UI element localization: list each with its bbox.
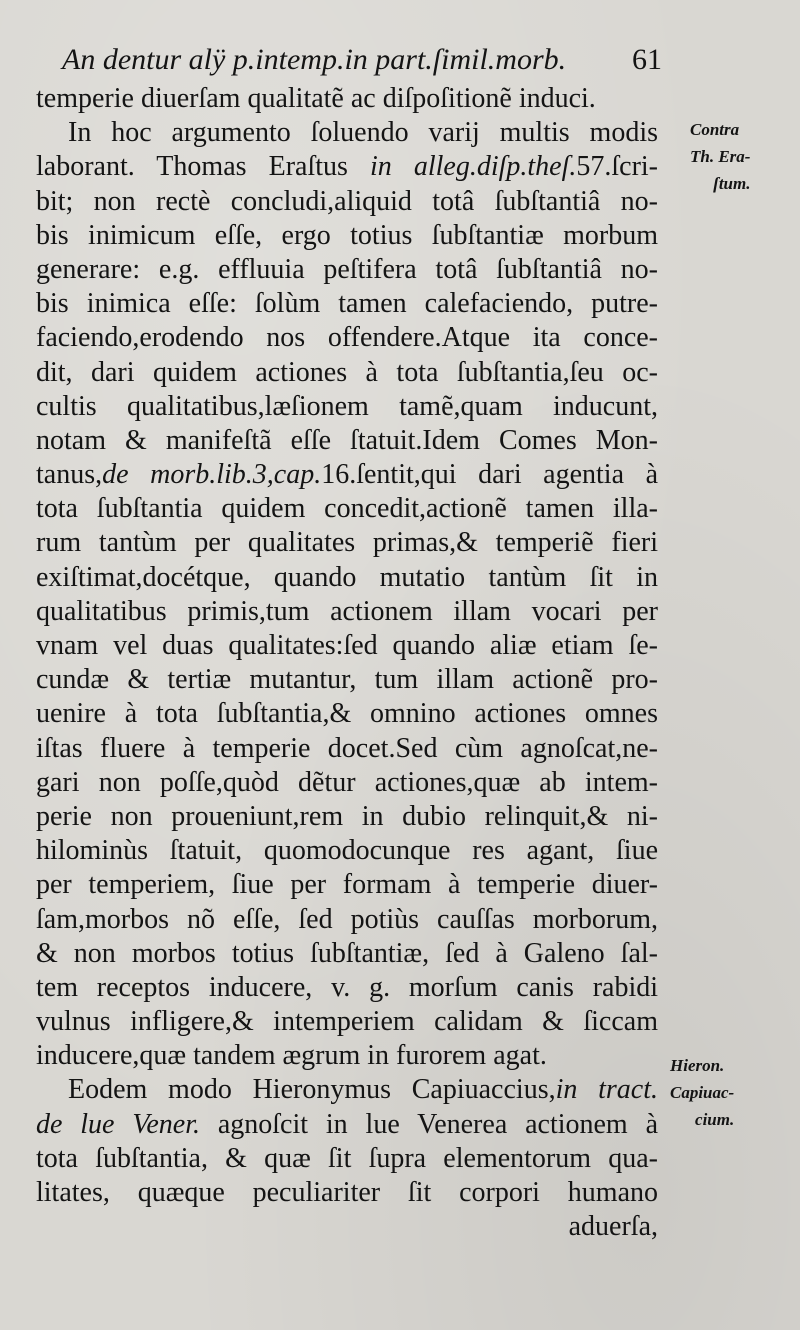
margin-note-line: Capiuac- [670,1083,735,1102]
running-title: An dentur alÿ p.intemp.in part.ſimil.morb. [62,43,567,76]
running-header [62,40,662,80]
text-line [36,1108,658,1142]
text-line [36,458,658,492]
text-line: inducere,quæ tandem ægrum in furorem agat. [36,1040,547,1072]
text-line: tem receptos inducere, v. g. morſum canis rabidi [36,971,658,1003]
margin-note-line: Contra [690,120,740,139]
text-run: Eodem modo Hieronymus Capiuaccius, [68,1074,556,1106]
margin-note-line: Th. Era- [690,147,751,166]
text-run: 16.ſentit,qui dari agentia à [321,459,659,491]
text-line: perie non proueniunt,rem in dubio relinquit,& ni- [36,800,658,832]
text-line [36,1073,658,1107]
text-line: exiſtimat,docétque, quando mutatio tantùm ſit in [36,561,658,593]
text-run: 57.ſcri- [576,151,659,183]
text-line: bit; non rectè concludi,aliquid totâ ſubſtantiâ no- [36,185,658,217]
text-line: litates, quæque peculiariter ſit corpori humano [36,1177,658,1208]
margin-note-line: ſtum. [713,174,751,193]
text-run: agnoſcit in lue Venerea actionem à [200,1108,658,1140]
text-line: iſtas fluere à temperie docet.Sed cùm agnoſcat,ne- [36,732,658,764]
margin-note-capiuaccium [670,1052,734,1133]
text-line: & non morbos totius ſubſtantiæ, ſed à Galeno ſal- [36,937,658,969]
text-line: hilominùs ſtatuit, quomodocunque res agant, ſiue [36,835,658,867]
text-line: notam & manifeſtã eſſe ſtatuit.Idem Comes Mon- [36,424,658,456]
text-line: rum tantùm per qualitates primas,& temperiẽ fieri [36,527,658,559]
text-line [36,150,658,184]
text-line: uenire à tota ſubſtantia,& omnino actiones omnes [36,698,658,730]
text-line: bis inimicum eſſe, ergo totius ſubſtantiæ morbum [36,219,658,251]
text-line: vulnus infligere,& intemperiem calidam & ſiccam [36,1006,658,1038]
margin-note-contra-erastum [690,116,750,197]
text-line: generare: e.g. effluuia peſtifera totâ ſubſtantiâ no- [36,253,658,285]
text-run: tanus, [36,459,103,491]
text-line: vnam vel duas qualitates:ſed quando aliæ etiam ſe- [36,630,658,661]
text-line: tota ſubſtantia, & quæ ſit ſupra elementorum qua- [36,1142,658,1174]
main-text [36,82,658,1244]
citation-italic: in tract. [555,1074,658,1106]
text-line: dit, dari quidem actiones à tota ſubſtantia,ſeu oc- [36,356,658,388]
text-line: faciendo,erodendo nos offendere.Atque ita conce- [36,322,658,354]
text-run: laborant. Thomas Eraſtus [36,151,370,183]
margin-note-line: Hieron. [670,1056,725,1075]
citation-italic: in alleg.diſp.theſ. [369,151,577,183]
page-number: 61 [632,43,662,76]
text-line: cundæ & tertiæ mutantur, tum illam actionẽ pro- [36,664,658,696]
text-line: temperie diuerſam qualitatẽ ac diſpoſitionẽ induci. [36,83,596,114]
text-line: ſam,morbos nõ eſſe, ſed potiùs cauſſas morborum, [36,903,658,935]
margin-note-line: cium. [695,1110,735,1129]
text-line: bis inimica eſſe: ſolùm tamen calefaciendo, putre- [36,288,658,320]
citation-italic: de morb.lib.3,cap. [102,459,322,491]
text-line: cultis qualitatibus,læſionem tamẽ,quam inducunt, [36,390,658,422]
citation-italic: de lue Vener. [36,1108,200,1140]
text-line: per temperiem, ſiue per formam à temperie diuer- [36,869,658,901]
text-line: gari non poſſe,quòd dẽtur actiones,quæ ab intem- [36,766,658,798]
text-line: tota ſubſtantia quidem concedit,actionẽ tamen illa- [36,493,658,525]
text-line: aduerſa, [568,1211,658,1243]
text-line: In hoc argumento ſoluendo varij multis modis [68,117,658,149]
text-line: qualitatibus primis,tum actionem illam vocari per [36,595,658,627]
